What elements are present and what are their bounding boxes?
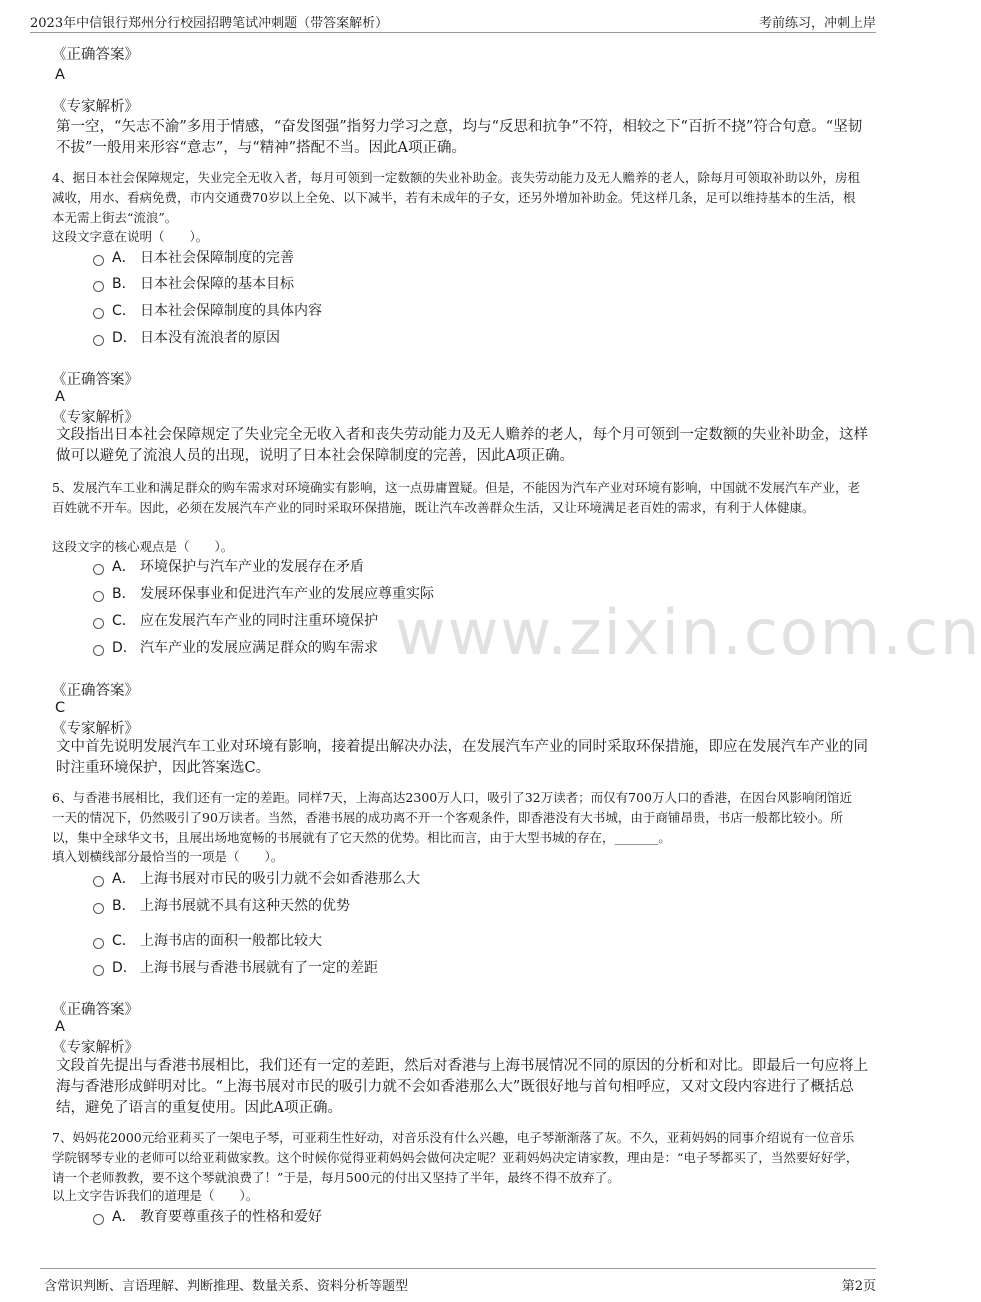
radio-icon[interactable] bbox=[93, 903, 104, 914]
option-c[interactable]: C． 日本社会保障制度的具体内容 bbox=[93, 301, 322, 321]
analysis-label: 《专家解析》 bbox=[52, 1040, 139, 1056]
page-header bbox=[30, 8, 876, 33]
answer-value: C bbox=[55, 700, 66, 716]
option-a[interactable]: A． 日本社会保障制度的完善 bbox=[93, 248, 294, 268]
radio-icon[interactable] bbox=[93, 564, 104, 575]
footer-categories: 含常识判断、言语理解、判断推理、数量关系、资料分析等题型 bbox=[44, 1279, 409, 1294]
option-c[interactable]: C． 应在发展汽车产业的同时注重环境保护 bbox=[93, 611, 378, 631]
header-slogan: 考前练习，冲刺上岸 bbox=[758, 16, 876, 31]
radio-icon[interactable] bbox=[93, 876, 104, 887]
radio-icon[interactable] bbox=[93, 281, 104, 292]
option-d[interactable]: D． 上海书展与香港书展就有了一定的差距 bbox=[93, 958, 378, 978]
page-footer bbox=[40, 1268, 876, 1297]
question-prompt: 这段文字的核心观点是（ ）。 bbox=[52, 539, 234, 554]
question-stem: 4、据日本社会保障规定，失业完全无收入者，每月可领到一定数额的失业补助金。丧失劳动能力及无人赡养的老人，除每月可领取补助以外，房租减收，用水、看病免费，市内交通费70岁以上全免、以下减半，若有未成年的子女，还另外增加补助金。凭这样几条，足可以维持基本的生活，根本无需上街去“流浪”。 bbox=[52, 170, 860, 225]
option-a[interactable]: A． 上海书展对市民的吸引力就不会如香港那么大 bbox=[93, 869, 420, 889]
question-prompt: 填入划横线部分最恰当的一项是（ ）。 bbox=[52, 849, 284, 864]
answer-label: 《正确答案》 bbox=[52, 372, 139, 388]
radio-icon[interactable] bbox=[93, 308, 104, 319]
question-stem: 5、发展汽车工业和满足群众的购车需求对环境确实有影响，这一点毋庸置疑。但是，不能因为汽车产业对环境有影响，中国就不发展汽车产业，老百姓就不开车。因此，必须在发展汽车产业的同时采取环保措施，既让汽车改善群众生活，又让环境满足老百姓的需求，有利于人体健康。 bbox=[52, 480, 860, 515]
page-number: 第2页 bbox=[841, 1279, 876, 1294]
option-a[interactable]: A． 环境保护与汽车产业的发展存在矛盾 bbox=[93, 557, 364, 577]
analysis-text: 文段指出日本社会保障规定了失业完全无收入者和丧失劳动能力及无人赡养的老人，每个月可领到一定数额的失业补助金，这样做可以避免了流浪人员的出现，说明了日本社会保障制度的完善，因此A项正确。 bbox=[56, 427, 868, 464]
analysis-text: 第一空，“矢志不渝”多用于情感，“奋发图强”指努力学习之意，均与“反思和抗争”不符，相较之下“百折不挠”符合句意。“坚韧不拔”一般用来形容“意志”，与“精神”搭配不当。因此A项正确。 bbox=[56, 119, 863, 156]
radio-icon[interactable] bbox=[93, 591, 104, 602]
answer-label: 《正确答案》 bbox=[52, 47, 139, 63]
option-d[interactable]: D． 汽车产业的发展应满足群众的购车需求 bbox=[93, 638, 378, 658]
question-prompt: 这段文字意在说明（ ）。 bbox=[52, 229, 209, 244]
option-b[interactable]: B． 上海书展就不具有这种天然的优势 bbox=[93, 896, 350, 916]
analysis-label: 《专家解析》 bbox=[52, 99, 139, 115]
option-c[interactable]: C． 上海书店的面积一般都比较大 bbox=[93, 931, 322, 951]
analysis-label: 《专家解析》 bbox=[52, 410, 139, 426]
question-stem: 7、妈妈花2000元给亚莉买了一架电子琴，可亚莉生性好动，对音乐没有什么兴趣，电子琴渐渐落了灰。不久，亚莉妈妈的同事介绍说有一位音乐学院钢琴专业的老师可以给亚莉做家教。这个时候你觉得亚莉妈妈会做何决定呢？亚莉妈妈决定请家教，理由是：“电子琴都买了，当然要好好学，请一个老师教教，要不这个琴就浪费了！”于是，每月500元的付出又坚持了半年，最终不得不放弃了。 bbox=[52, 1130, 859, 1185]
radio-icon[interactable] bbox=[93, 938, 104, 949]
radio-icon[interactable] bbox=[93, 965, 104, 976]
radio-icon[interactable] bbox=[93, 618, 104, 629]
option-b[interactable]: B． 发展环保事业和促进汽车产业的发展应尊重实际 bbox=[93, 584, 434, 604]
question-prompt: 以上文字告诉我们的道理是（ ）。 bbox=[52, 1188, 259, 1203]
analysis-text: 文段首先提出与香港书展相比，我们还有一定的差距，然后对香港与上海书展情况不同的原因的分析和对比。即最后一句应将上海与香港形成鲜明对比。“上海书展对市民的吸引力就不会如香港那么大”既很好地与首句相呼应，又对文段内容进行了概括总结，避免了语言的重复使用。因此A项正确。 bbox=[56, 1058, 868, 1116]
radio-icon[interactable] bbox=[93, 255, 104, 266]
analysis-text: 文中首先说明发展汽车工业对环境有影响，接着提出解决办法，在发展汽车产业的同时采取环保措施，即应在发展汽车产业的同时注重环境保护，因此答案选C。 bbox=[56, 739, 868, 776]
document-title: 2023年中信银行郑州分行校园招聘笔试冲刺题（带答案解析） bbox=[30, 16, 389, 31]
option-a[interactable]: A． 教育要尊重孩子的性格和爱好 bbox=[93, 1207, 322, 1227]
answer-label: 《正确答案》 bbox=[52, 1002, 139, 1018]
radio-icon[interactable] bbox=[93, 645, 104, 656]
option-d[interactable]: D． 日本没有流浪者的原因 bbox=[93, 328, 280, 348]
watermark: www.zixin.com.cn bbox=[395, 596, 981, 669]
answer-value: A bbox=[55, 67, 65, 83]
option-b[interactable]: B． 日本社会保障的基本目标 bbox=[93, 274, 294, 294]
radio-icon[interactable] bbox=[93, 1214, 104, 1225]
answer-value: A bbox=[55, 1019, 65, 1035]
analysis-label: 《专家解析》 bbox=[52, 721, 139, 737]
answer-label: 《正确答案》 bbox=[52, 683, 139, 699]
radio-icon[interactable] bbox=[93, 335, 104, 346]
question-stem: 6、与香港书展相比，我们还有一定的差距。同样7天，上海高达2300万人口，吸引了32万读者；而仅有700万人口的香港，在因台风影响闭馆近一天的情况下，仍然吸引了90万读者。当然，香港书展的成功离不开一个客观条件，即香港没有大书城，由于商铺昂贵，书店一般都比较小。所以，集中全球华文书，且展出场地宽畅的书展就有了它天然的优势。相比而言，由于大型书城的存在，_______。 bbox=[52, 790, 852, 845]
answer-value: A bbox=[55, 389, 65, 405]
